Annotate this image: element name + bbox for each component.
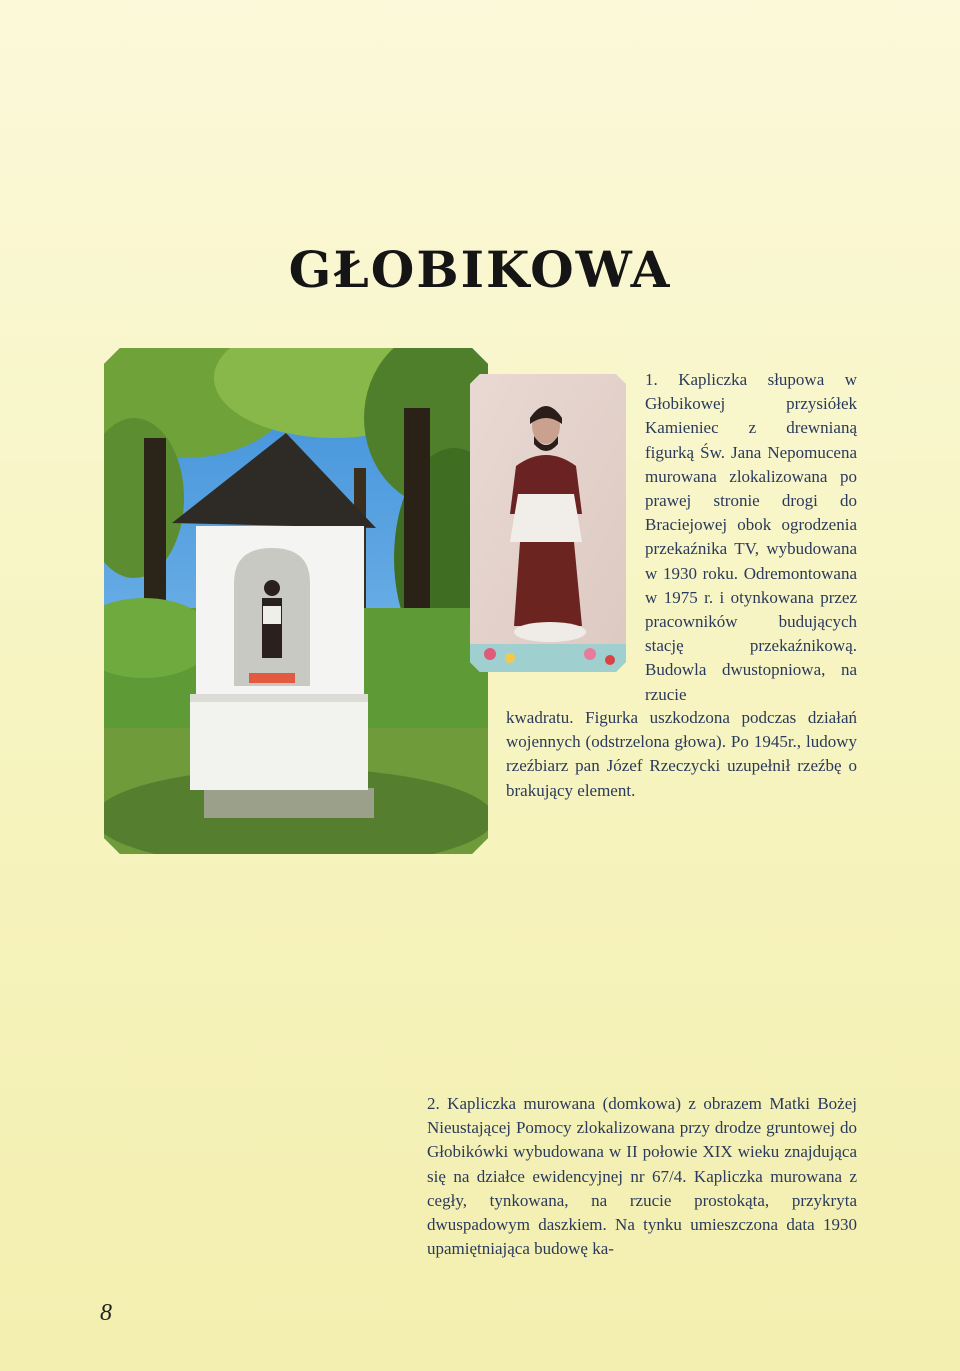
entry-1-text-bottom: kwadratu. Figurka uszkodzona podczas działań wojennych (odstrzelona głowa). Po 1945r., ludowy rzeźbiarz pan Józef Rzeczycki uzupełnił rzeźbę o brakujący element. [506, 708, 857, 800]
entry-2-text: 2. Kapliczka murowana (domkowa) z obrazem Matki Bożej Nieustającej Pomocy zlokalizowana przy drodze gruntowej do Głobikówki wybudowana w II połowie XIX wieku znajdująca się na działce ewidencyjnej nr 67/4. Kapliczka murowana z cegły, tynkowana, na rzucie prostokąta, przykryta dwuspadowym daszkiem. Na tynku umieszczona data 1930 upamiętniająca budowę ka- [427, 1094, 857, 1259]
statue-photo [470, 374, 626, 672]
shrine-photo [104, 348, 488, 854]
page-number: 8 [100, 1300, 112, 1326]
entry-1-text-top: 1. Kapliczka słupowa w Głobikowej przysiółek Kamieniec z drewnianą figurką Św. Jana Nepomucena murowana zlokalizowana po prawej stronie drogi do Braciejowej obok ogrodzenia przekaźnika TV, wybudowana w 1930 roku. Odremontowana w 1975 r. i otynkowana przez pracowników budujących stację przekaźnikową. Budowla dwustopniowa, na rzucie [645, 370, 857, 704]
page-title: GŁOBIKOWA [288, 240, 672, 299]
